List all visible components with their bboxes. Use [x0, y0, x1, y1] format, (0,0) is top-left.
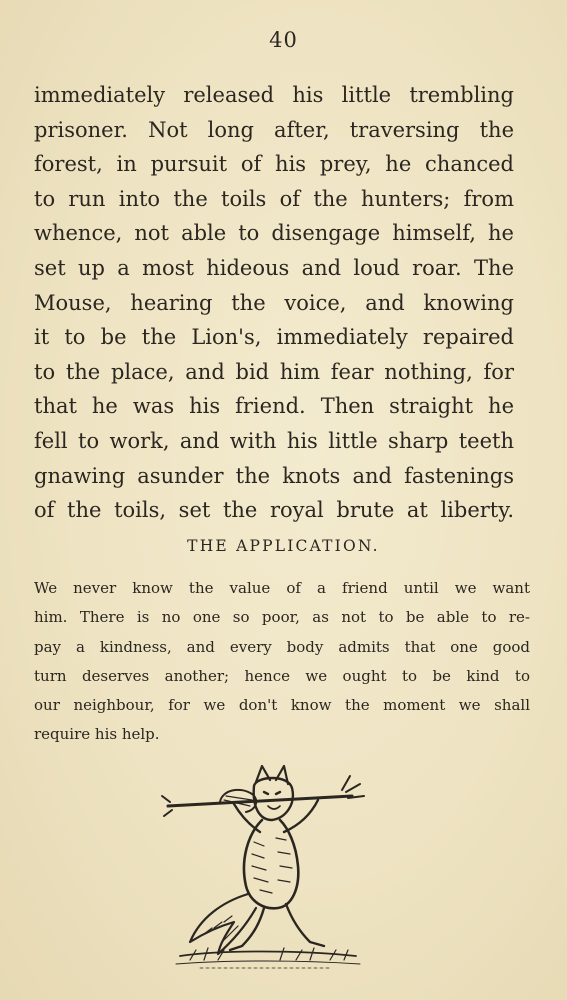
application-line: him. There is no one so poor, as not to be able to re-	[34, 608, 530, 627]
page-number: 40	[269, 28, 298, 52]
story-line: immediately released his little trembling	[34, 83, 514, 107]
fox-woodcut-illustration	[160, 762, 370, 972]
story-line: whence, not able to disengage himself, he	[34, 221, 514, 246]
application-line: We never know the value of a friend until we want	[34, 579, 530, 597]
application-text	[34, 574, 530, 750]
story-line: gnawing asunder the knots and fastenings	[34, 463, 514, 488]
story-line: of the toils, set the royal brute at liberty.	[34, 498, 514, 523]
application-heading: THE APPLICATION.	[187, 537, 380, 555]
application-line: our neighbour, for we don't know the moment we shall	[34, 696, 530, 715]
story-line: Mouse, hearing the voice, and knowing	[34, 290, 514, 315]
story-text	[34, 78, 514, 528]
application-line: require his help.	[34, 725, 160, 744]
story-line: it to be the Lion's, immediately repaired	[34, 325, 514, 350]
story-line: set up a most hideous and loud roar. The	[34, 255, 514, 280]
application-line: pay a kindness, and every body admits that one good	[34, 637, 530, 656]
story-line: forest, in pursuit of his prey, he chanced	[34, 152, 514, 177]
application-line: turn deserves another; hence we ought to be kind to	[34, 666, 530, 685]
story-line: that he was his friend. Then straight he	[34, 394, 514, 419]
story-line: to the place, and bid him fear nothing, for	[34, 359, 514, 384]
story-line: to run into the toils of the hunters; from	[34, 186, 514, 211]
story-line: fell to work, and with his little sharp teeth	[34, 428, 514, 453]
story-line: prisoner. Not long after, traversing the	[34, 117, 514, 142]
